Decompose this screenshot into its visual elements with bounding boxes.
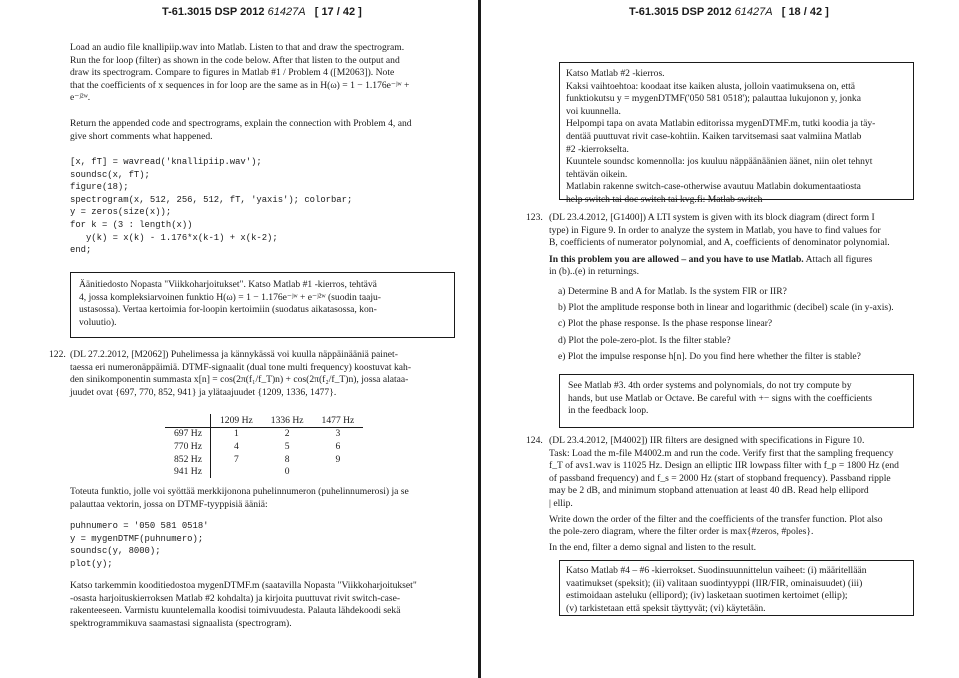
row-header: 941 Hz (165, 465, 210, 478)
finnish-note-box (70, 272, 455, 338)
table-cell: 1 (233, 428, 239, 440)
code-line: y = zeros(size(x)); (70, 207, 172, 218)
toteuta-paragraph (70, 486, 460, 511)
text-line: Task: Load the m-file M4002.m and run the code. Verify first that the sampling frequency (549, 447, 894, 459)
list-item: e) Plot the impulse response h[n]. Do you find here whether the filter is stable? (558, 350, 861, 362)
text-line: -osasta harjoituskierroksen Matlab #2 kohdalta) ja kirjoita puuttuvat rivit switch-case- (70, 592, 401, 604)
table-row (165, 453, 363, 466)
text-line: (DL 27.2.2012, [M2062]) Puhelimessa ja kännykässä voi kuulla näppäinääniä painet- (70, 349, 398, 360)
code-line: for k = (3 : length(x)) (70, 219, 193, 230)
list-item: c) Plot the phase response. Is the phase response linear? (558, 318, 773, 330)
text-line: in the feedback loop. (568, 405, 649, 417)
text-line: palauttaa vektorin, jossa on DTMF-tyyppisiä ääniä: (70, 498, 268, 510)
text-line: vaatimukset (speksit); (ii) valitaan suodintyyppi (IIR/FIR, ominaisuudet) (iii) (566, 577, 863, 589)
row-header: 697 Hz (165, 427, 210, 440)
code-line: plot(y); (70, 558, 113, 569)
dtmf-table (165, 414, 363, 478)
problem-124-text (549, 435, 919, 554)
text-line: taessa eri numeronäppäimiä. DTMF-signaalit (dual tone multi frequency) koostuvat kah- (70, 361, 412, 373)
text-line: dentää puuttuvat rivit case-kohtiin. Kaiken tarvitsemasi saat valmiina Matlab (566, 130, 862, 142)
intro-paragraph (70, 42, 455, 105)
text-line: e⁻ʲ²ʷ. (70, 92, 91, 104)
text-line: Write down the order of the filter and the coefficients of the transfer function. Plot also (549, 513, 883, 525)
header-course: T-61.3015 DSP 2012 (629, 6, 732, 18)
list-item: a) Determine B and A for Matlab. Is the system FIR or IIR? (558, 286, 787, 297)
matlab4-note-box (559, 560, 914, 616)
text-line: B, coefficients of numerator polynomial, and A, coefficients of denominator polynomial. (549, 237, 890, 249)
code-line: figure(18); (70, 182, 129, 193)
text-line: Äänitiedosto Nopasta "Viikkoharjoitukset". Katso Matlab #1 -kierros, tehtävä (79, 279, 377, 290)
text-line: Run the for loop (filter) as shown in the code below. After that listen to the output and (70, 54, 400, 66)
column-header: 1336 Hz (262, 414, 313, 427)
table-cell: 6 (335, 440, 341, 452)
text-line: Kaksi vaihtoehtoa: koodaat itse kaiken alusta, jolloin vaatimuksena on, että (566, 80, 856, 92)
table-row (165, 465, 363, 478)
text-line: den sinikomponentin summasta x[n] = cos(2π(f₁/f_T)n) + cos(2π(f₂/f_T)n), jossa alataa- (70, 374, 409, 386)
problem-number: 122. (49, 349, 66, 360)
matlab2-note-box (559, 62, 914, 205)
text-line: Katso Matlab #4 – #6 -kierrokset. Suodinsuunnittelun vaiheet: (i) määritellään (566, 565, 867, 576)
problem-123-options (558, 284, 928, 365)
code-line: end; (70, 245, 92, 256)
text-line: | ellip. (549, 497, 573, 509)
text-line: Helpompi tapa on avata Matlabin editorissa mygenDTMF.m, tutki koodia ja täy- (566, 118, 876, 130)
text-line: in (b)..(e) in returnings. (549, 266, 640, 278)
text-line: Matlabin rakenne switch-case-otherwise avautuu Matlabin dokumentaatiosta (566, 181, 861, 193)
text-line: (DL 23.4.2012, [M4002]) IIR filters are designed with specifications in Figure 10. (549, 435, 865, 446)
text-line: funktiokutsu y = mygenDTMF('050 581 0518'); palauttaa lukujonon y, jonka (566, 93, 861, 105)
text-line: give short comments what happened. (70, 130, 213, 142)
list-item: d) Plot the pole-zero-plot. Is the filter stable? (558, 334, 731, 346)
problem-number: 123. (526, 212, 543, 223)
text-line: type) in Figure 9. In order to analyze the system in Matlab, you have to find values for (549, 224, 881, 236)
problem-number: 124. (526, 435, 543, 446)
page-header (162, 6, 362, 18)
code-line: [x, fT] = wavread('knallipiip.wav'); (70, 157, 262, 167)
text-line: voi kuunnella. (566, 105, 621, 117)
text-line: that the coefficients of x sequences in for loop are the same as in H(ω) = 1 − 1.176e⁻ʲʷ + (70, 79, 410, 91)
text-line: Load an audio file knallipiip.wav into Matlab. Listen to that and draw the spectrogram. (70, 42, 405, 53)
code-line: spectrogram(x, 512, 256, 512, fT, 'yaxis'); colorbar; (70, 194, 353, 205)
text-line: f_T of avs1.wav is 11025 Hz. Design an elliptic IIR lowpass filter with f_p = 1800 Hz (end (549, 460, 899, 472)
table-cell: 9 (335, 453, 341, 465)
text-line: 4, jossa kompleksiarvoinen funktio H(ω) = 1 − 1.176e⁻ʲʷ + e⁻ʲ²ʷ (suodin taaju- (79, 291, 381, 303)
problem-123-text (549, 212, 919, 279)
list-item: b) Plot the amplitude response both in linear and logarithmic (decibel) scale (in y-axis). (558, 302, 894, 314)
table-cell: 5 (284, 440, 290, 452)
table-cell: 0 (284, 466, 290, 478)
text-line: Toteuta funktio, jolle voi syöttää merkkijonona puhelinnumeron (puhelinnumerosi) ja se (70, 486, 409, 497)
text-line: Katso Matlab #2 -kierros. (566, 68, 665, 79)
table-cell: 8 (284, 453, 290, 465)
text-line: of passband frequency) and f_s = 2000 Hz (start of stopband frequency). Passband ripple (549, 472, 891, 484)
text-line: Katso tarkemmin kooditiedostoa mygenDTMF.m (saatavilla Nopasta "Viikkoharjoitukset" (70, 580, 417, 591)
header-code: 61427A (267, 6, 306, 18)
page-header (629, 6, 829, 18)
text-line: #2 -kierrokselta. (566, 143, 629, 155)
code-line: soundsc(x, fT); (70, 169, 150, 180)
header-pages: [ 18 / 42 ] (781, 6, 829, 18)
table-header-row (165, 414, 363, 427)
table-cell (313, 465, 364, 478)
text-line: Return the appended code and spectrograms, explain the connection with Problem 4, and (70, 118, 412, 129)
text-line: hands, but use Matlab or Octave. Be careful with +− signs with the coefficients (568, 392, 872, 404)
code-line: y(k) = x(k) - 1.176*x(k-1) + x(k-2); (70, 232, 278, 243)
header-course: T-61.3015 DSP 2012 (162, 6, 265, 18)
text-line: (v) tarkistetaan että speksit täyttyvät; (vi) käytetään. (566, 602, 766, 614)
row-header: 852 Hz (165, 453, 210, 466)
table-cell (210, 465, 261, 478)
text-line: In this problem you are allowed – and you have to use Matlab. Attach all figures (549, 253, 873, 265)
column-header: 1477 Hz (313, 414, 364, 427)
text-line: juudet ovat {697, 770, 852, 941} ja ylätaajuudet {1209, 1336, 1477}. (70, 386, 337, 398)
text-line: may be 2 dB, and minimum stopband attenuation at least 40 dB. Read help ellipord (549, 485, 869, 497)
text-line: help switch tai doc switch tai kvg.fi: Matlab switch (566, 193, 763, 205)
table-cell: 4 (233, 440, 239, 452)
row-header: 770 Hz (165, 440, 210, 453)
text-line: See Matlab #3. 4th order systems and polynomials, do not try compute by (568, 380, 852, 391)
code-block-1 (70, 156, 352, 257)
matlab3-note-box (559, 374, 914, 428)
text-line: voluutio). (79, 316, 117, 328)
text-line: tehtävän oikein. (566, 168, 628, 180)
return-paragraph (70, 118, 455, 143)
text-line: estimoidaan asteluku (ellipord); (iv) lasketaan suotimen kertoimet (ellip); (566, 590, 848, 602)
table-cell: 2 (284, 428, 290, 440)
text-line: rakenteeseen. Varmistu kuuntelemalla koodisi toimivuudesta. Palauta lähdekoodi sekä (70, 605, 401, 617)
text-line: spektrogrammikuva saamastasi signaalista (spectrogram). (70, 617, 292, 629)
text-line: (DL 23.4.2012, [G1400]) A LTI system is given with its block diagram (direct form I (549, 212, 875, 223)
table-cell: 3 (335, 428, 341, 440)
table-row (165, 427, 363, 440)
code-line: puhnumero = '050 581 0518' (70, 521, 209, 531)
header-code: 61427A (734, 6, 773, 18)
page-left (0, 0, 478, 678)
page-right (481, 0, 959, 678)
katso-paragraph (70, 580, 460, 630)
table-cell: 7 (233, 453, 239, 465)
code-block-2 (70, 520, 208, 570)
code-line: y = mygenDTMF(puhnumero); (70, 533, 204, 544)
text-line: draw its spectrogram. Compare to figures in Matlab #1 / Problem 4 ([M2063]). Note (70, 67, 395, 79)
column-header: 1209 Hz (210, 414, 261, 427)
text-line: the pole-zero diagram, where the filter order is max{#zeros, #poles}. (549, 526, 814, 538)
text-line: ustasossa). Vertaa kertoimia for-loopin kertoimiin (suodatus aikatasossa, kon- (79, 304, 377, 316)
problem-122-text (70, 349, 460, 399)
text-line: In the end, filter a demo signal and listen to the result. (549, 541, 757, 553)
code-line: soundsc(y, 8000); (70, 546, 161, 557)
text-line: Kuuntele soundsc komennolla: jos kuuluu näppäänäänien äänet, niin olet tehnyt (566, 156, 873, 168)
table-row (165, 440, 363, 453)
header-pages: [ 17 / 42 ] (314, 6, 362, 18)
